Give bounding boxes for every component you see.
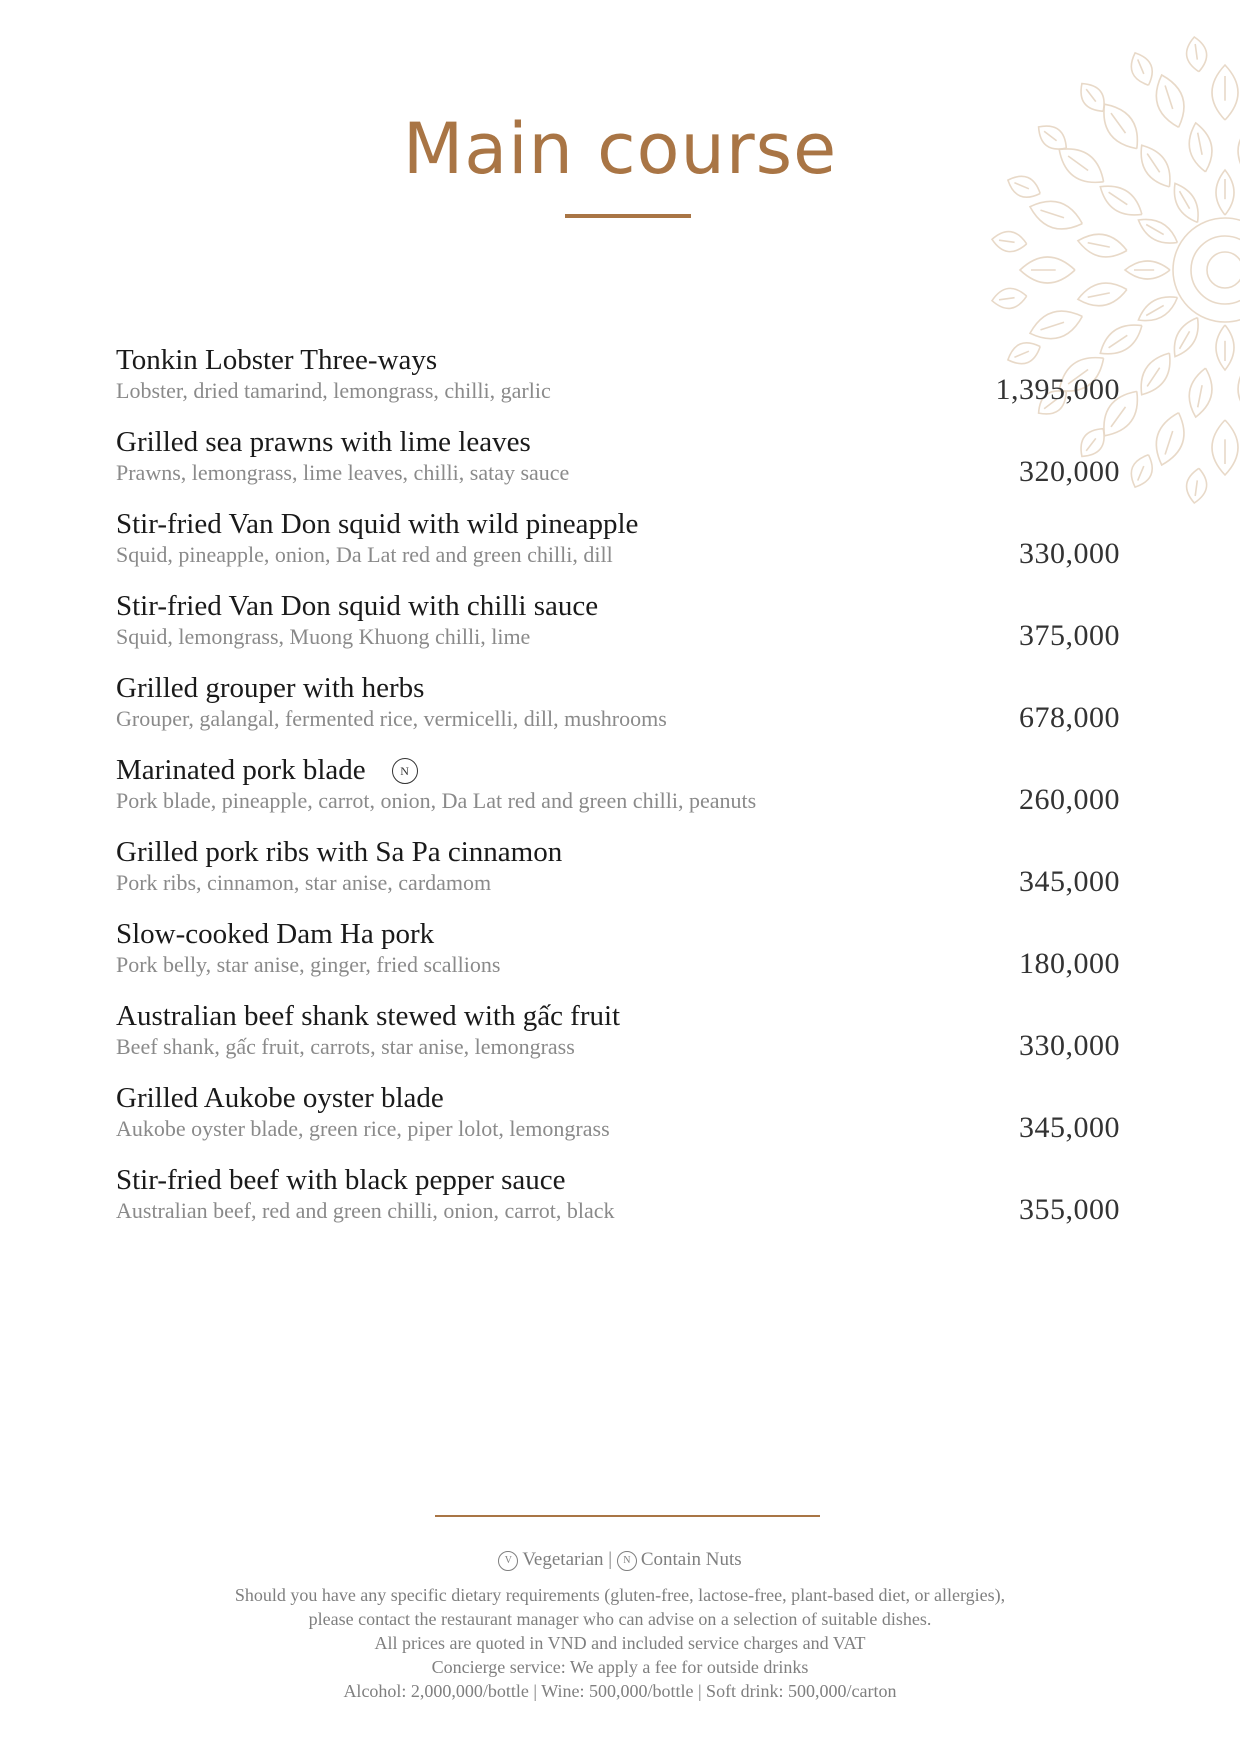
dish-name bbox=[116, 589, 1120, 623]
dish-ingredients: Squid, lemongrass, Muong Khuong chilli, lime bbox=[116, 624, 531, 649]
note-line: Should you have any specific dietary requirements (gluten-free, lactose-free, plant-based diet, or allergies), bbox=[234, 1585, 1006, 1605]
dish-name bbox=[116, 1081, 1120, 1115]
dish-name bbox=[116, 1163, 1120, 1197]
footer-notes bbox=[0, 1583, 1240, 1703]
dish-ingredients: Pork ribs, cinnamon, star anise, cardamom bbox=[116, 870, 492, 895]
dish-name-text: Grilled pork ribs with Sa Pa cinnamon bbox=[116, 836, 563, 868]
note-line: Concierge service: We apply a fee for outside drinks bbox=[431, 1657, 809, 1677]
dish-name-text: Grilled Aukobe oyster blade bbox=[116, 1082, 444, 1114]
title-underline bbox=[565, 214, 691, 218]
dish-name-text: Stir-fried Van Don squid with chilli sauce bbox=[116, 590, 599, 622]
dish-name-text: Grilled sea prawns with lime leaves bbox=[116, 426, 531, 458]
dish-price: 1,395,000 bbox=[995, 373, 1120, 406]
contains-nuts-icon: N bbox=[392, 758, 418, 784]
dish-name-text: Marinated pork blade bbox=[116, 754, 366, 786]
dish-ingredients: Lobster, dried tamarind, lemongrass, chilli, garlic bbox=[116, 378, 551, 403]
dish-ingredients: Pork blade, pineapple, carrot, onion, Da Lat red and green chilli, peanuts bbox=[116, 788, 757, 813]
menu-item bbox=[116, 671, 1120, 753]
menu-item bbox=[116, 1163, 1120, 1245]
dish-price: 330,000 bbox=[1019, 1029, 1120, 1062]
dish-price: 260,000 bbox=[1019, 783, 1120, 816]
dish-name-text: Tonkin Lobster Three-ways bbox=[116, 344, 438, 376]
dish-ingredients: Grouper, galangal, fermented rice, vermicelli, dill, mushrooms bbox=[116, 706, 667, 731]
dish-name bbox=[116, 671, 1120, 705]
dish-name bbox=[116, 425, 1120, 459]
dish-name bbox=[116, 753, 1120, 787]
page-title: Main course bbox=[402, 108, 838, 190]
menu-item bbox=[116, 917, 1120, 999]
menu-item bbox=[116, 425, 1120, 507]
menu-item bbox=[116, 999, 1120, 1081]
dish-name bbox=[116, 917, 1120, 951]
dish-name-text: Stir-fried Van Don squid with wild pineapple bbox=[116, 508, 639, 540]
nuts-icon: N bbox=[617, 1551, 637, 1571]
dish-ingredients: Prawns, lemongrass, lime leaves, chilli, satay sauce bbox=[116, 460, 570, 485]
dish-name-text: Grilled grouper with herbs bbox=[116, 672, 425, 704]
menu-item bbox=[116, 589, 1120, 671]
dish-price: 355,000 bbox=[1019, 1193, 1120, 1226]
note-line: Alcohol: 2,000,000/bottle | Wine: 500,000/bottle | Soft drink: 500,000/carton bbox=[343, 1681, 897, 1701]
legend bbox=[0, 1549, 1240, 1571]
dish-name bbox=[116, 343, 1120, 377]
menu-item bbox=[116, 1081, 1120, 1163]
menu-item bbox=[116, 343, 1120, 425]
dish-ingredients: Pork belly, star anise, ginger, fried scallions bbox=[116, 952, 501, 977]
note-line: please contact the restaurant manager who can advise on a selection of suitable dishes. bbox=[308, 1609, 932, 1629]
vegetarian-icon: V bbox=[498, 1551, 518, 1571]
menu-item bbox=[116, 507, 1120, 589]
dish-price: 180,000 bbox=[1019, 947, 1120, 980]
dish-price: 320,000 bbox=[1019, 455, 1120, 488]
dish-name-text: Stir-fried beef with black pepper sauce bbox=[116, 1164, 566, 1196]
footer-divider bbox=[435, 1515, 820, 1517]
menu-item bbox=[116, 835, 1120, 917]
legend-vegetarian: Vegetarian bbox=[522, 1549, 604, 1570]
dish-price: 375,000 bbox=[1019, 619, 1120, 652]
dish-name-text: Slow-cooked Dam Ha pork bbox=[116, 918, 435, 950]
dish-name-text: Australian beef shank stewed with gấc fruit bbox=[116, 1000, 621, 1032]
dish-price: 345,000 bbox=[1019, 1111, 1120, 1144]
dish-name bbox=[116, 835, 1120, 869]
dish-price: 678,000 bbox=[1019, 701, 1120, 734]
dish-name bbox=[116, 507, 1120, 541]
dish-ingredients: Australian beef, red and green chilli, onion, carrot, black bbox=[116, 1198, 615, 1223]
menu-item bbox=[116, 753, 1120, 835]
dish-ingredients: Beef shank, gấc fruit, carrots, star anise, lemongrass bbox=[116, 1034, 575, 1059]
dish-price: 330,000 bbox=[1019, 537, 1120, 570]
note-line: All prices are quoted in VND and included service charges and VAT bbox=[374, 1633, 866, 1653]
legend-nuts: Contain Nuts bbox=[640, 1549, 742, 1570]
dish-ingredients: Squid, pineapple, onion, Da Lat red and green chilli, dill bbox=[116, 542, 613, 567]
legend-separator: | bbox=[608, 1549, 613, 1570]
dish-name bbox=[116, 999, 1120, 1033]
dish-ingredients: Aukobe oyster blade, green rice, piper lolot, lemongrass bbox=[116, 1116, 610, 1141]
menu-list bbox=[116, 343, 1120, 1245]
dish-price: 345,000 bbox=[1019, 865, 1120, 898]
